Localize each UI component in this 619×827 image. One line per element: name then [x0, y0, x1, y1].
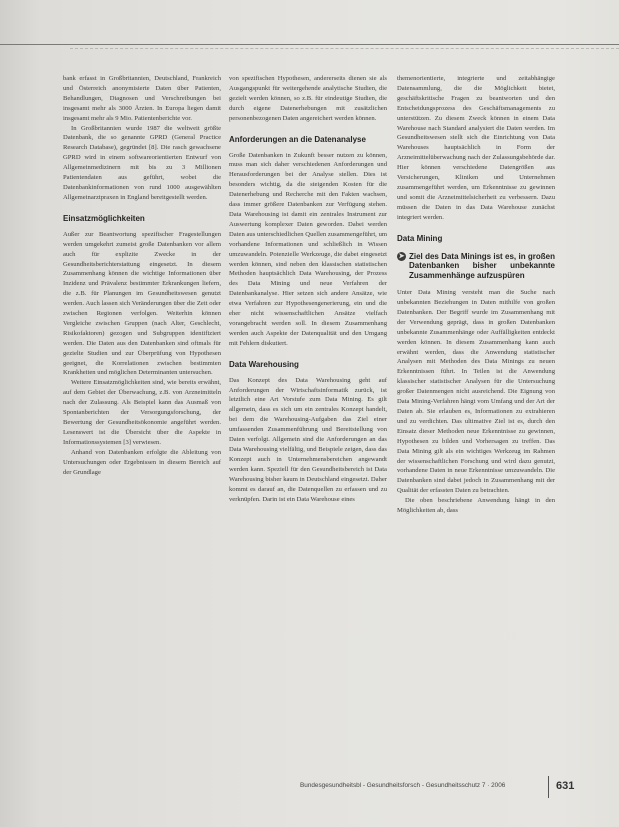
paragraph: Weitere Einsatzmöglichkeiten sind, wie bereits erwähnt, auf dem Gebiet der Überwachung, z.B. von Arzneimitteln nach der Zulassung. Als Beispiel kann das Ausmaß von Spontanberichten der Versorgungsforschung, der Bewertung der Gesundheitsökonomie angeführt werden. Lesenswert ist die Übersicht über die Aspekte in Informationssystemen [3] verwiesen. [63, 379, 221, 446]
paragraph: Die oben beschriebene Anwendung hängt in den Möglichkeiten ab, dass [397, 497, 555, 515]
key-statement [397, 252, 555, 281]
key-statement-text: Ziel des Data Minings ist es, in großen Datenbanken bisher unbekannte Zusammenhänge aufzuspüren [409, 251, 555, 280]
paragraph: bank erfasst in Großbritannien, Deutschland, Frankreich und Österreich anonymisierte Daten über Patienten, Behandlungen, Diagnosen und Verschreibungen bei insgesamt mehr als 3000 Ärzten. In Europa liegen damit insgesamt mehr als 9 Mio. Patientenberichte vor. [63, 75, 221, 122]
text-column-left [63, 74, 221, 477]
paragraph: von spezifischen Hypothesen, andererseits dienen sie als Ausgangspunkt für weitergehende analytische Studien, die gezielt werden können, so z.B. für eindeutige Studien, die durch eigene Datenerhebungen mit zusätzlichen personenbezogenen Daten angereichert werden können. [229, 75, 387, 122]
page-number: 631 [556, 780, 575, 792]
paragraph: themenorientierte, integrierte und zeitabhängige Datensammlung, die die Möglichkeit bietet, geschäftskritische Fragen zu beantworten und den Entscheidungsprozess des Geschäftsmanagements zu unterstützen. Zu diesem Zweck können in einem Data Warehouse nach Standard analysiert die Daten werden. Im Gesundheitswesen stellt sich die Einrichtung von Data Warehouses hauptsächlich in Form der Arzneimittelüberwachung nach der Zulassungsbehörde dar. Hier können verschiedene Datengrößen aus Versicherungen, Kliniken und Unternehmen zusammengeführt werden, um Erkenntnisse zu gewinnen und somit die Arzneimittelsicherheit zu verbessern. Dazu müssen die Daten in das Data Warehouse zunächst integriert werden. [397, 75, 555, 221]
paragraph: Außer zur Beantwortung spezifischer Fragestellungen werden umgekehrt zumeist große Datenbanken vor allem auch für explizite Zwecke in der Gesundheitsberichterstattung eingesetzt. In diesem Zusammenhang können die wichtige Informationen über Inzidenz und Prävalenz bestimmter Erkrankungen liefern, die z.B. für Planungen im Gesundheitswesen genutzt werden. Auch lassen sich Veränderungen über die Zeit oder zwischen Regionen verfolgen. Weiterhin können Vergleiche zwischen Gruppen (nach Alter, Geschlecht, Risikofaktoren) gezogen und Subgruppen identifiziert werden. Die Daten aus den Datenbanken sind oftmals für gezielte Studien und zur Überprüfung von Hypothesen geeignet, die Korrelationen zwischen bestimmten Krankheiten und möglichen Determinanten untersuchen. [63, 230, 221, 377]
journal-footer: Bundesgesundheitsbl - Gesundheitsforsch - Gesundheitsschutz 7 · 2006 [300, 782, 506, 789]
section-heading-data-mining: Data Mining [397, 233, 443, 243]
paragraph: In Großbritannien wurde 1987 die weltweit größte Datenbank, die so genannte GPRD (General Practice Research Database), gegründet [8]. Die rasch gewachsene GPRD wird in einem softwareorientierten Entwurf von Allgemeinmedizinern mit bis zu 3 Millionen Patientendaten aus geführt, wobei die Datenbankinformationen von rund 1000 ausgewählten Allgemeinarztpraxen in England bereitgestellt werden. [63, 124, 221, 201]
header-rule-secondary [70, 48, 619, 49]
section-heading-requirements: Anforderungen an die Datenanalyse [229, 134, 366, 144]
text-column-middle [229, 74, 387, 504]
section-heading-usage: Einsatzmöglichkeiten [63, 213, 145, 223]
arrow-bullet-icon: ➤ [398, 252, 405, 260]
text-column-right [397, 74, 555, 516]
paragraph: Unter Data Mining versteht man die Suche nach unbekannten Beziehungen in Daten mithilfe von großen Datenbanken. Der Begriff wurde im Zusammenhang mit der Verwendung geprägt, dass in großen Datenbanken unbekannte Zusammenhänge oder Auffälligkeiten entdeckt werden können. In diesem Zusammenhang kann auch erwähnt werden, dass die Anwendung statistischer Analysen mit Methoden des Data Minings zu neuen Erkenntnissen führt. In Teilen ist die Anwendung klassischer statistischer Analysen für die Untersuchung großer Datenmengen nicht ausreichend. Die Eignung von Data Mining-Verfahren hängt vom Umfang und der Art der Daten ab. Sie erlauben es, Informationen zu extrahieren und zu verdichten. Das ultimative Ziel ist es, durch den Einsatz dieser Methoden neue Erkenntnisse zu gewinnen, Hypothesen zu bilden und Vorhersagen zu treffen. Das Data Mining gilt als ein wichtiges Werkzeug im Rahmen der wissenschaftlichen Forschung und wird dazu genutzt, vorhandene Daten in neue Erkenntnisse umzuwandeln. Die Datenbanken sind dabei jedoch in Zusammenhang mit der Qualität der erfassten Daten zu betrachten. [397, 289, 555, 495]
section-heading-data-warehousing: Data Warehousing [229, 359, 299, 369]
footer-divider [548, 776, 549, 798]
paragraph: Das Konzept des Data Warehousing geht auf Anforderungen der Wirtschaftsinformatik zurück, ist letztlich eine Art Vorstufe zum Data Mining. Es gilt allgemein, dass es sich um ein zentrales Konzept handelt, bei dem die Warehousing-Aufgaben das Ziel einer umfassenden Zusammenführung und Bereitstellung von Daten verfolgt. Allgemein sind die Anforderungen an das Data Warehousing vielfältig, und Beispiele zeigen, dass das Konzept auch in Unternehmensbereichen angewandt werden kann. Speziell für den Gesundheitsbereich ist Data Warehousing bisher kaum in Deutschland eingesetzt. Daher kommt es darauf an, die Datenquellen zu erfassen und zu verknüpfen. Darin ist ein Data Warehouse eines [229, 376, 387, 503]
paragraph: Anhand von Datenbanken erfolgte die Ableitung von Untersuchungen oder Ergebnissen in diesem Bereich auf der Grundlage [63, 448, 221, 476]
header-rule [0, 44, 619, 45]
paragraph: Große Datenbanken in Zukunft besser nutzen zu können, muss man sich daher verschiedenen Anforderungen und Herausforderungen bei der Analyse stellen. Dies ist besonders wichtig, da die steigenden Kosten für die Datenerhebung und Recherche mit den Fakten wachsen, dass immer größere Datenbanken zur Verfügung stehen. Data Warehousing ist damit ein zentrales Instrument zur Auswertung komplexer Daten geworden. Dabei werden Daten aus unterschiedlichen Quellen zusammengeführt, um vorhandene Informationen und schließlich in Wissen umzuwandeln. Potenzielle Werkzeuge, die dabei eingesetzt werden können, sind neben den klassischen statistischen Methoden hauptsächlich Data Warehousing, der Prozess des Data Mining und neue Verfahren der Datenbankanalyse. Hier setzen sich andere Ansätze, wie etwa Verfahren zur Hypothesengenerierung, ein und die eher nicht wissenschaftlichen Ansätze vielfach vorangebracht werden soll. In diesem Zusammenhang werden auch Aspekte der Datenqualität und den Umgang mit Fehlern diskutiert. [229, 151, 387, 347]
